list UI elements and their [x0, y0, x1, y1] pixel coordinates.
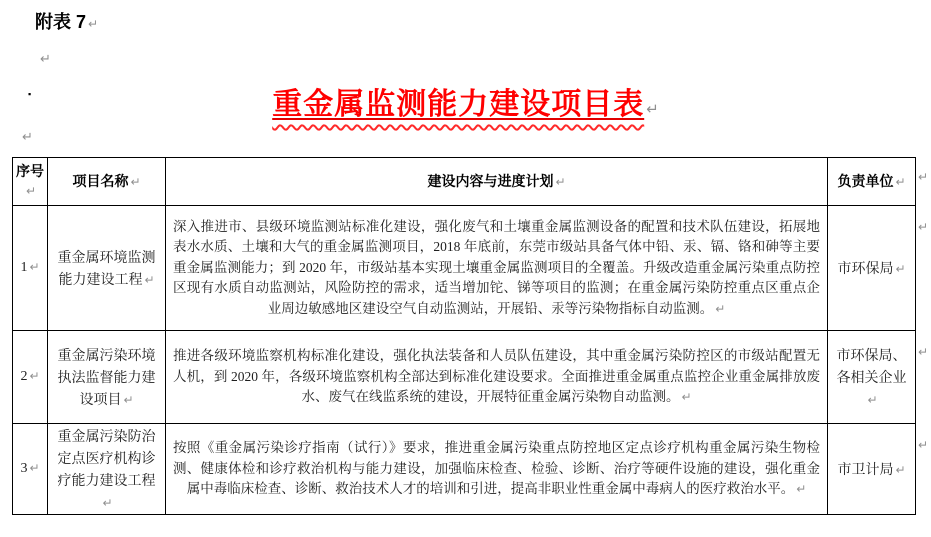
row-number: 1 — [20, 260, 28, 275]
header-cell-no — [13, 158, 48, 206]
row-number: 3 — [20, 461, 28, 476]
cell-mark: ↵ — [895, 261, 906, 276]
content-text: 深入推进市、县级环境监测站标准化建设，强化废气和土壤重金属监测设备的配置和技术队伍建设，拓展地表水水质、土壤和大气的重金属监测项目，2018 年底前，东莞市级站具备气体中铅、汞、镉、铬和砷等主要重金属监测能力；到 2020 年，市级站基本实现土壤重金属监测项目的全覆盖。升级改造重金属污染重点防控区现有水质自动监测站，风险防控的需求，适当增加铊、锑等项目的监测；在重金属污染防控重点区重点企业周边敏感地区建设空气自动监测站，开展铅、汞等污染物指标自动监测。 — [173, 218, 820, 316]
paragraph-mark: ↵ — [88, 17, 99, 31]
row-end-mark: ↵ — [918, 170, 929, 184]
paragraph-mark: ↵ — [40, 52, 51, 67]
cell-mark: ↵ — [29, 369, 40, 383]
header-cell-name — [48, 158, 166, 206]
cell-mark: ↵ — [29, 461, 40, 475]
unit-text: 市环保局、各相关企业 — [836, 346, 907, 385]
unit-text: 市环保局 — [837, 259, 894, 276]
content-text: 按照《重金属污染诊疗指南（试行）》要求，推进重金属污染重点防控地区定点诊疗机构重金属污染生物检测、健康体检和诊疗救治机构与能力建设，加强临床检查、检验、诊断、治疗等硬件设施的建设，强化重金属中毒临床检查、诊断、救治技术人才的培训和引进，提高非职业性重金属中毒病人的医疗救治水平。 — [173, 440, 820, 497]
project-name: 重金属环境监测能力建设工程 — [57, 248, 156, 287]
title-line — [0, 79, 931, 123]
cell-mark: ↵ — [555, 174, 566, 189]
unit-cell — [828, 206, 916, 331]
cell-mark: ↵ — [895, 462, 906, 477]
project-name: 重金属污染防治定点医疗机构诊疗能力建设工程 — [57, 427, 156, 488]
content-cell — [166, 206, 828, 331]
cell-mark: ↵ — [715, 301, 726, 316]
content-text: 推进各级环境监察机构标准化建设，强化执法装备和人员队伍建设，其中重金属污染防控区的市级站配置无人机，到 2020 年，各级环境监察机构全部达到标准化建设要求。全面推进重金属重点监控企业重金属排放废水、废气在线监系统的建设，开展特征重金属污染物自动监测。 — [173, 348, 820, 405]
cell-mark: ↵ — [123, 392, 134, 407]
cell-mark: ↵ — [102, 495, 113, 510]
header-cell-unit — [828, 158, 916, 206]
cell-mark: ↵ — [144, 272, 155, 287]
paragraph-mark: ↵ — [646, 100, 659, 118]
cell-mark: ↵ — [895, 174, 906, 189]
project-name-cell — [48, 331, 166, 424]
cell-mark: ↵ — [25, 184, 37, 198]
project-table — [12, 157, 916, 515]
project-name: 重金属污染环境执法监督能力建设项目 — [57, 346, 156, 407]
table-row — [13, 331, 916, 424]
cell-mark: ↵ — [130, 174, 141, 189]
content-cell — [166, 424, 828, 515]
cell-mark: ↵ — [681, 390, 692, 405]
attachment-label: 附表 7 — [35, 12, 87, 32]
row-number-cell — [13, 424, 48, 515]
unit-cell — [828, 424, 916, 515]
list-bullet: ▪ — [28, 89, 32, 99]
row-end-mark: ↵ — [918, 220, 929, 234]
cell-mark: ↵ — [867, 392, 878, 407]
row-number-cell — [13, 206, 48, 331]
attachment-heading — [35, 8, 98, 34]
row-end-mark: ↵ — [918, 438, 929, 452]
project-name-cell — [48, 424, 166, 515]
cell-mark: ↵ — [29, 260, 40, 274]
header-label: 建设内容与进度计划 — [427, 172, 554, 189]
table-row — [13, 424, 916, 515]
unit-cell — [828, 331, 916, 424]
paragraph-mark: ↵ — [22, 130, 33, 145]
header-cell-content — [166, 158, 828, 206]
table-header-row — [13, 158, 916, 206]
row-number: 2 — [20, 369, 28, 384]
table-row — [13, 206, 916, 331]
row-end-mark: ↵ — [918, 345, 929, 359]
unit-text: 市卫计局 — [837, 460, 894, 477]
project-name-cell — [48, 206, 166, 331]
page-title: 重金属监测能力建设项目表 — [272, 88, 645, 121]
header-label: 序号 — [16, 163, 44, 179]
header-label: 项目名称 — [72, 172, 129, 189]
header-label: 负责单位 — [837, 172, 894, 189]
spellcheck-squiggle — [272, 88, 645, 121]
row-number-cell — [13, 331, 48, 424]
cell-mark: ↵ — [796, 482, 807, 497]
content-cell — [166, 331, 828, 424]
